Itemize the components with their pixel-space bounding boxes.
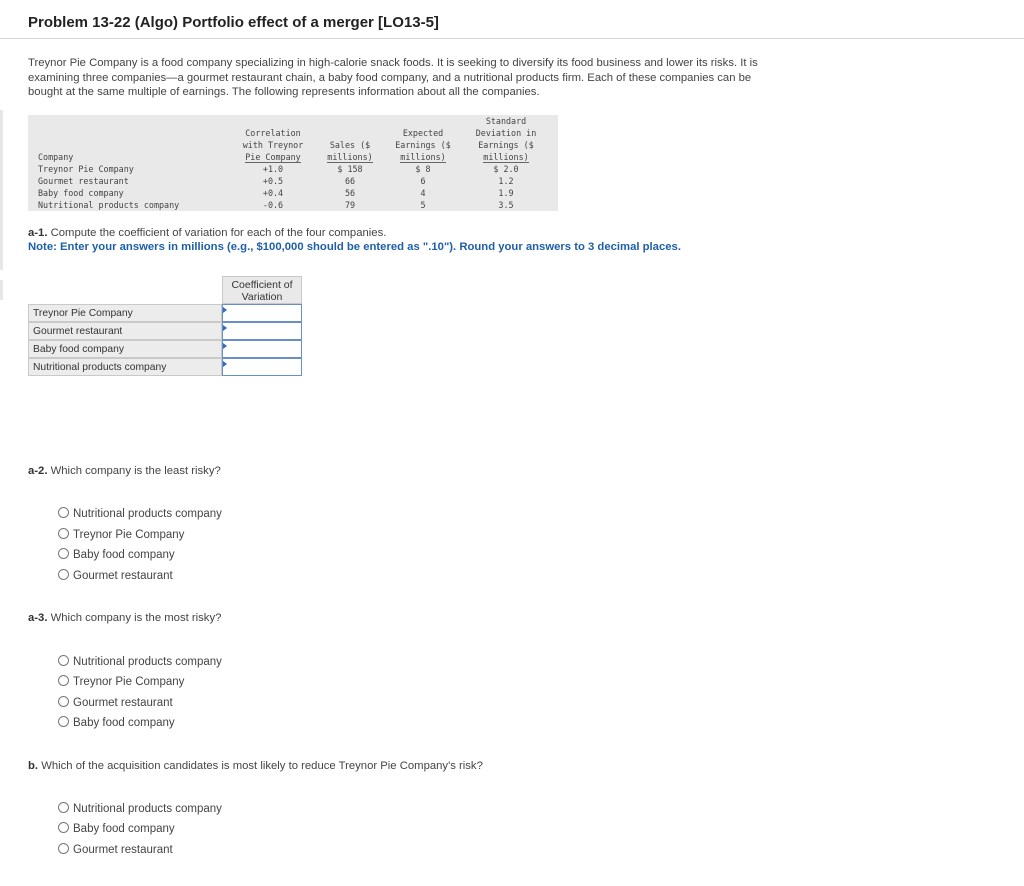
row-company: Nutritional products company — [38, 200, 180, 210]
answer-row-label: Treynor Pie Company — [28, 304, 222, 322]
radio-button[interactable] — [58, 843, 69, 854]
row-correlation: +1.0 — [262, 164, 284, 174]
intro-paragraph: Treynor Pie Company is a food company specializing in high-calorie snack foods. It is seeking to diversify its food business and lower its risks. It is examining three companies—a gourmet restaurant chain, a baby food company, and a nutritional products firm. Each of these companies can be bought at the same multiple of earnings. The following represents information about all the companies. — [28, 57, 758, 98]
a3-option-baby-food[interactable] — [58, 715, 175, 731]
option-label: Treynor Pie Company — [73, 529, 185, 541]
row-sales: 79 — [344, 200, 356, 210]
question-a1-label: a-1. — [28, 227, 48, 239]
row-correlation: -0.6 — [262, 200, 284, 210]
a2-option-nutritional[interactable] — [58, 506, 222, 522]
header-correlation-2: with Treynor — [242, 140, 304, 150]
row-company: Treynor Pie Company — [38, 164, 134, 174]
a2-option-treynor[interactable] — [58, 527, 184, 543]
row-earnings: $ 8 — [415, 164, 431, 174]
left-gutter — [0, 110, 3, 270]
option-label: Baby food company — [73, 717, 175, 729]
header-earnings-3: millions) — [400, 152, 446, 162]
row-sales: $ 158 — [337, 164, 363, 174]
header-earnings-2: Earnings ($ — [395, 140, 451, 150]
option-label: Treynor Pie Company — [73, 676, 185, 688]
option-label: Nutritional products company — [73, 803, 222, 815]
question-b — [28, 760, 483, 772]
question-a3-label: a-3. — [28, 612, 48, 624]
question-a2 — [28, 465, 221, 477]
question-b-label: b. — [28, 760, 39, 772]
header-company: Company — [38, 152, 74, 162]
a2-option-gourmet[interactable] — [58, 568, 173, 584]
a3-option-nutritional[interactable] — [58, 654, 222, 670]
problem-title: Problem 13-22 (Algo) Portfolio effect of a merger [LO13-5] — [28, 14, 439, 31]
option-label: Baby food company — [73, 823, 175, 835]
answer-row-label: Baby food company — [28, 340, 222, 358]
a2-option-baby-food[interactable] — [58, 547, 175, 563]
row-stddev: 1.2 — [498, 176, 514, 186]
row-earnings: 5 — [420, 200, 426, 210]
title-divider — [0, 38, 1024, 39]
radio-button[interactable] — [58, 822, 69, 833]
radio-button[interactable] — [58, 655, 69, 666]
b-option-nutritional[interactable] — [58, 801, 222, 817]
answer-row — [28, 358, 302, 376]
row-correlation: +0.4 — [262, 188, 284, 198]
baby-food-cv-input[interactable] — [222, 340, 302, 358]
header-correlation-3: Pie Company — [245, 152, 301, 162]
row-stddev: $ 2.0 — [493, 164, 519, 174]
answer-row-label: Gourmet restaurant — [28, 322, 222, 340]
radio-button[interactable] — [58, 802, 69, 813]
row-company: Baby food company — [38, 188, 124, 198]
header-sales-2: millions) — [327, 152, 373, 162]
header-line-2: Variation — [241, 291, 283, 303]
answer-note: Note: Enter your answers in millions (e.g., $100,000 should be entered as ".10"). Round your answers to 3 decimal places. — [28, 241, 681, 253]
question-a3 — [28, 612, 221, 624]
answer-row-label: Nutritional products company — [28, 358, 222, 376]
question-a1 — [28, 227, 386, 239]
answer-row — [28, 340, 302, 358]
row-stddev: 1.9 — [498, 188, 514, 198]
row-company: Gourmet restaurant — [38, 176, 129, 186]
option-label: Gourmet restaurant — [73, 570, 173, 582]
row-sales: 66 — [344, 176, 356, 186]
header-correlation-1: Correlation — [245, 128, 301, 138]
option-label: Nutritional products company — [73, 508, 222, 520]
radio-button[interactable] — [58, 716, 69, 727]
option-label: Nutritional products company — [73, 656, 222, 668]
radio-button[interactable] — [58, 528, 69, 539]
row-correlation: +0.5 — [262, 176, 284, 186]
header-stddev-2: Deviation in — [475, 128, 537, 138]
option-label: Baby food company — [73, 549, 175, 561]
header-sales-1: Sales ($ — [329, 140, 371, 150]
header-stddev-1: Standard — [485, 116, 527, 126]
nutritional-cv-input[interactable] — [222, 358, 302, 376]
gourmet-cv-input[interactable] — [222, 322, 302, 340]
header-stddev-4: millions) — [483, 152, 529, 162]
radio-button[interactable] — [58, 696, 69, 707]
option-label: Gourmet restaurant — [73, 844, 173, 856]
treynor-cv-input[interactable] — [222, 304, 302, 322]
question-a1-text: Compute the coefficient of variation for each of the four companies. — [50, 227, 387, 239]
row-earnings: 6 — [420, 176, 426, 186]
radio-button[interactable] — [58, 675, 69, 686]
radio-button[interactable] — [58, 548, 69, 559]
question-a2-label: a-2. — [28, 465, 48, 477]
radio-button[interactable] — [58, 507, 69, 518]
left-gutter — [0, 280, 3, 300]
question-a2-text: Which company is the least risky? — [50, 465, 221, 477]
header-line-1: Coefficient of — [231, 279, 293, 291]
radio-button[interactable] — [58, 569, 69, 580]
coefficient-column-header — [222, 276, 302, 304]
question-a3-text: Which company is the most risky? — [50, 612, 222, 624]
question-b-text: Which of the acquisition candidates is most likely to reduce Treynor Pie Company's risk? — [41, 760, 483, 772]
a3-option-gourmet[interactable] — [58, 695, 173, 711]
row-stddev: 3.5 — [498, 200, 514, 210]
header-earnings-1: Expected — [402, 128, 444, 138]
b-option-baby-food[interactable] — [58, 821, 175, 837]
company-data-table — [28, 115, 558, 211]
answer-row — [28, 322, 302, 340]
a3-option-treynor[interactable] — [58, 674, 184, 690]
option-label: Gourmet restaurant — [73, 697, 173, 709]
row-earnings: 4 — [420, 188, 426, 198]
b-option-gourmet[interactable] — [58, 842, 173, 858]
header-stddev-3: Earnings ($ — [478, 140, 534, 150]
row-sales: 56 — [344, 188, 356, 198]
answer-row — [28, 304, 302, 322]
